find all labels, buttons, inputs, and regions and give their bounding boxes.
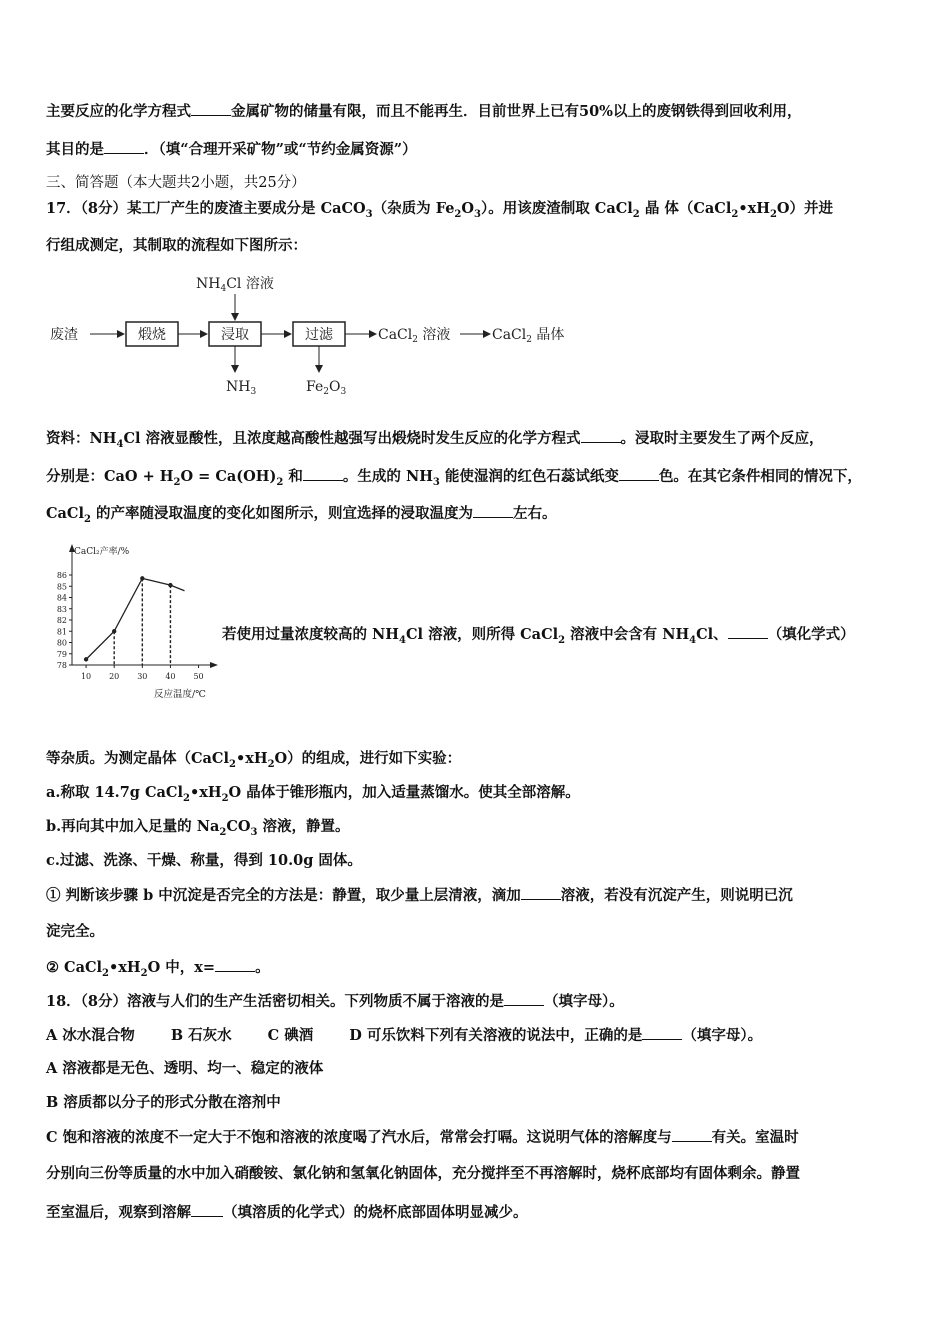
data-point <box>140 576 144 580</box>
line-6: 资料：$NH_4Cl$ 溶液显酸性，且浓度越高酸性越强写出煅烧时发生反应的化学方程式 。浸取时主要发生了两个反应， <box>46 430 824 450</box>
option-a: A 溶液都是无色、透明、均一、稳定的液体 <box>46 1060 324 1077</box>
x-tick-label: 30 <box>137 672 148 681</box>
x-tick-label: 50 <box>193 672 204 681</box>
flow-step-filter: 过滤 <box>305 327 333 343</box>
section-heading: 三、简答题（本大题共2小题，共25分） <box>46 175 306 191</box>
y-tick-label: 85 <box>56 582 67 592</box>
y-tick-label: 83 <box>56 604 67 614</box>
line-21: C 饱和溶液的浓度不一定大于不饱和溶液的浓度喝了汽水后，常常会打嗝。这说明气体的溶解度与 有关。室温时 <box>46 1129 799 1146</box>
y-tick-label: 82 <box>56 616 67 625</box>
flow-output-nh3: $NH_3$ <box>226 379 257 397</box>
yield-temperature-chart <box>42 540 222 705</box>
line-18: A 冰水混合物 B 石灰水 C 碘酒 D 可乐饮料下列有关溶液的说法中，正确的是 （填字母）。 <box>46 1027 763 1044</box>
x-tick-label: 40 <box>165 672 176 681</box>
y-tick-label: 84 <box>56 593 67 603</box>
series-line <box>86 578 184 659</box>
flow-reagent: $NH_4Cl$ 溶液 <box>196 276 274 294</box>
line-8: CaCl$_2$ 的产率随浸取温度的变化如图所示，则宜选择的浸取温度为 左右。 <box>46 505 557 525</box>
flow-product-1: CaCl$_2$ 溶液 <box>378 327 451 345</box>
line-7: 分别是：CaO + $H_2O = Ca(OH)_2$ 和 。生成的 $NH_3$ 能使湿润的红色石蕊试纸变 色。在其它条件相同的情况下， <box>46 468 862 488</box>
flow-step-calcine: 煅烧 <box>138 327 166 343</box>
line-10: 等杂质。为测定晶体$(CaCl_2•xH_2O)$的组成，进行如下实验： <box>46 750 462 770</box>
option-b: B 溶质都以分子的形式分散在溶剂中 <box>46 1094 281 1111</box>
y-tick-label: 79 <box>56 649 67 659</box>
flow-product-2: CaCl$_2$ 晶体 <box>492 327 565 345</box>
data-point <box>112 629 116 633</box>
line-14: ① 判断该步骤 b 中沉淀是否完全的方法是：静置，取少量上层清液，滴加 溶液，若没有沉淀产生，则说明已沉 <box>46 887 793 904</box>
y-tick-label: 80 <box>56 638 67 648</box>
process-flow-diagram <box>40 268 600 403</box>
step-a: a.称取 14.7g $CaCl_2•xH_2O$ 晶体于锥形瓶内，加入适量蒸馏水。使其全部溶解。 <box>46 784 580 804</box>
chart-xlabel: 反应温度/℃ <box>154 689 206 700</box>
flow-step-leach: 浸取 <box>221 327 249 343</box>
chart-ylabel: CaCl₂产率/% <box>74 547 130 557</box>
y-tick-label: 81 <box>56 627 67 637</box>
step-b: b.再向其中加入足量的 $Na_2CO_3$ 溶液，静置。 <box>46 818 350 838</box>
flow-input-label: 废渣 <box>50 327 78 343</box>
x-tick-label: 20 <box>109 672 120 681</box>
data-point <box>84 657 88 661</box>
question-17-intro: 17．（8分）某工厂产生的废渣主要成分是 CaCO$_3$（杂质为 $Fe_2O_3$）。用该废渣制取 CaCl$_2$ 晶 体$(CaCl_2•xH_2O)$并进 <box>46 200 834 220</box>
x-axis-arrow <box>210 662 218 668</box>
line-2: 其目的是 ．（填“合理开采矿物”或“节约金属资源”） <box>46 141 417 158</box>
line-1: 主要反应的化学方程式 金属矿物的储量有限，而且不能再生．目前世界上已有50%以上的废钢铁得到回收利用， <box>46 103 802 120</box>
line-15: 淀完全。 <box>46 923 104 940</box>
step-c: c.过滤、洗涤、干燥、称量，得到 10.0g 固体。 <box>46 852 362 869</box>
flow-output-fe2o3: $Fe_2O_3$ <box>306 379 347 397</box>
y-tick-label: 86 <box>56 571 67 580</box>
line-22: 分别向三份等质量的水中加入硝酸铵、氯化钠和氢氧化钠固体，充分搅拌至不再溶解时，烧杯底部均有固体剩余。静置 <box>46 1165 800 1182</box>
question-18-intro: 18．（8分）溶液与人们的生产生活密切相关。下列物质不属于溶液的是 （填字母）。 <box>46 993 624 1010</box>
x-tick-label: 10 <box>80 672 92 681</box>
y-tick-label: 78 <box>56 661 67 670</box>
line-5: 行组成测定，其制取的流程如下图所示： <box>46 237 307 254</box>
line-23: 至室温后，观察到溶解 （填溶质的化学式）的烧杯底部固体明显减少。 <box>46 1204 528 1221</box>
line-9: 若使用过量浓度较高的 $NH_4Cl$ 溶液，则所得 CaCl$_2$ 溶液中会含有 $NH_4Cl$、 （填化学式） <box>222 626 855 646</box>
data-point <box>168 583 172 587</box>
line-16: ② $CaCl_2•xH_2O$ 中，x= 。 <box>46 959 270 979</box>
